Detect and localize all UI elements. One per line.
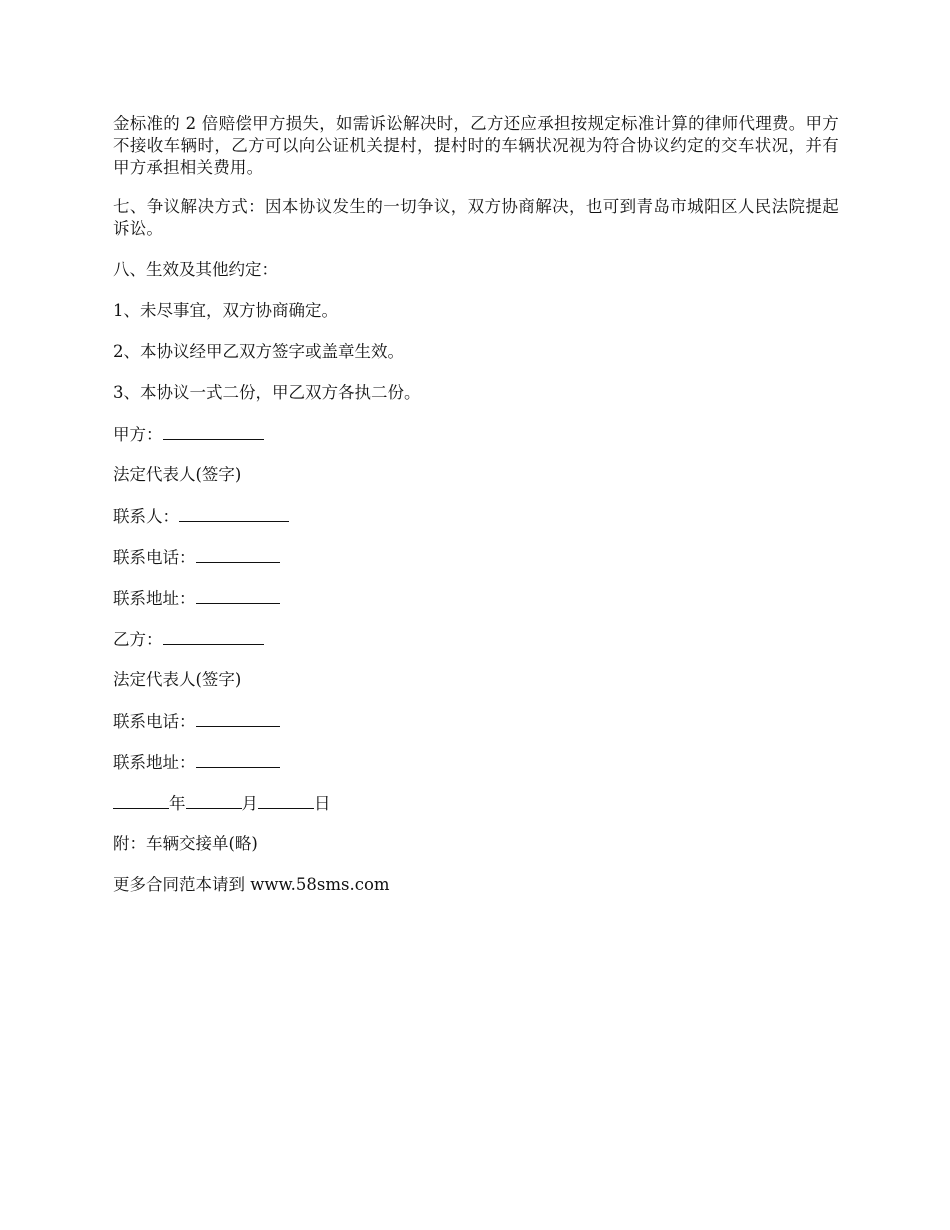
party-a-line bbox=[113, 423, 839, 445]
party-b-phone-label: 联系电话： bbox=[113, 712, 196, 731]
party-b-address-label: 联系地址： bbox=[113, 753, 196, 772]
item-3: 3、本协议一式二份，甲乙双方各执二份。 bbox=[113, 383, 421, 402]
party-b-label: 乙方： bbox=[113, 630, 163, 649]
party-a-phone-blank bbox=[196, 546, 280, 563]
party-a-address-label: 联系地址： bbox=[113, 589, 196, 608]
paragraph-dispute-resolution: 七、争议解决方式：因本协议发生的一切争议，双方协商解决，也可到青岛市城阳区人民法院提起诉讼。 bbox=[113, 197, 839, 238]
party-a-address-line bbox=[113, 587, 839, 609]
document-body bbox=[113, 113, 839, 896]
month-blank bbox=[186, 792, 242, 809]
section-eight-heading: 八、生效及其他约定： bbox=[113, 260, 278, 279]
party-a-contact-blank bbox=[179, 505, 289, 522]
day-blank bbox=[258, 792, 314, 809]
month-label: 月 bbox=[241, 794, 258, 813]
party-a-contact-line bbox=[113, 505, 839, 527]
paragraph-compensation: 金标准的 2 倍赔偿甲方损失，如需诉讼解决时，乙方还应承担按规定标准计算的律师代理费。甲方不接收车辆时，乙方可以向公证机关提村，提村时的车辆状况视为符合协议约定的交车状况，并有甲方承担相关费用。 bbox=[113, 114, 839, 177]
party-b-address-blank bbox=[196, 751, 280, 768]
year-label: 年 bbox=[169, 794, 186, 813]
party-a-contact-label: 联系人： bbox=[113, 507, 179, 526]
party-b-phone-line bbox=[113, 710, 839, 732]
item-2: 2、本协议经甲乙双方签字或盖章生效。 bbox=[113, 342, 404, 361]
party-b-phone-blank bbox=[196, 710, 280, 727]
party-b-blank bbox=[163, 628, 264, 645]
party-a-phone-line bbox=[113, 546, 839, 568]
party-b-line bbox=[113, 628, 839, 650]
party-b-address-line bbox=[113, 751, 839, 773]
party-a-label: 甲方： bbox=[113, 425, 163, 444]
party-a-legal-rep: 法定代表人(签字) bbox=[113, 465, 242, 484]
party-a-blank bbox=[163, 423, 264, 440]
date-line bbox=[113, 792, 839, 814]
party-b-legal-rep: 法定代表人(签字) bbox=[113, 670, 242, 689]
party-a-phone-label: 联系电话： bbox=[113, 548, 196, 567]
party-a-address-blank bbox=[196, 587, 280, 604]
item-1: 1、未尽事宜，双方协商确定。 bbox=[113, 301, 338, 320]
year-blank bbox=[113, 792, 169, 809]
day-label: 日 bbox=[314, 794, 331, 813]
attachment-note: 附：车辆交接单(略) bbox=[113, 834, 258, 853]
footer-link-text: 更多合同范本请到 www.58sms.com bbox=[113, 875, 390, 894]
